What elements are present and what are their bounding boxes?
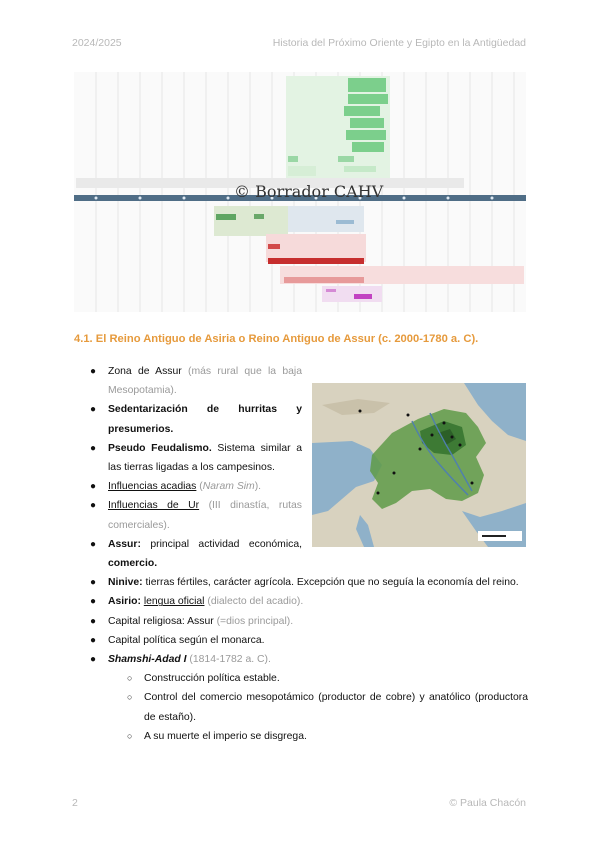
footer-page-number: 2: [72, 797, 78, 809]
list-text: (III dinastía, rutas comerciales).: [108, 500, 302, 531]
bullet-icon: ●: [90, 596, 97, 608]
list-text: Zona de Assur: [108, 366, 182, 377]
list-text: Sistema similar a las tierras ligadas a los campesinos.: [108, 442, 302, 474]
sub-list-item: [74, 727, 528, 746]
list-text: (más rural que la baja Mesopotamia).: [108, 366, 302, 397]
circle-bullet-icon: ○: [127, 692, 133, 703]
list-text: Capital religiosa: Assur: [108, 615, 214, 627]
bullet-icon: ●: [90, 615, 97, 627]
list-text: Sedentarización de hurritas y presumerios.: [108, 404, 302, 435]
bullet-icon: ●: [90, 366, 97, 377]
bullet-icon: ●: [90, 654, 97, 666]
header-course: Historia del Próximo Oriente y Egipto en la Antigüedad: [272, 37, 526, 49]
list-text: (=dios principal).: [213, 615, 294, 627]
list-text: Naram Sim: [202, 481, 255, 493]
circle-bullet-icon: ○: [127, 730, 133, 741]
list-item: [74, 631, 528, 650]
bullet-icon: ●: [90, 442, 97, 454]
list-item: [74, 362, 302, 400]
section-title: 4.1. El Reino Antiguo de Asiria o Reino Antiguo de Assur (c. 2000-1780 a. C).: [74, 333, 479, 345]
bullet-icon: ●: [90, 634, 97, 646]
list-text: Assur:: [108, 538, 141, 550]
circle-bullet-icon: ○: [127, 673, 133, 684]
bullet-icon: ●: [90, 500, 97, 512]
list-text: Influencias de Ur: [108, 500, 200, 512]
list-item: [74, 650, 528, 669]
list-item: [74, 477, 302, 496]
list-text: Pseudo Feudalismo.: [108, 442, 212, 454]
timeline-figure: [74, 72, 526, 312]
list-item: [74, 592, 528, 611]
list-text: principal actividad económica,: [140, 538, 302, 550]
list-text: Influencias acadias: [108, 481, 197, 493]
list-text: Asirio:: [108, 596, 141, 608]
list-text: lengua oficial: [143, 596, 205, 608]
watermark-text: © Borrador CAHV: [234, 182, 384, 201]
bullet-icon: ●: [90, 404, 97, 416]
sub-list-item: [74, 669, 528, 688]
list-text: Shamshi-Adad I: [108, 654, 187, 666]
list-text: Control del comercio mesopotámico (productor de cobre) y anatólico (productora de estaño).: [144, 692, 528, 723]
list-text: Capital política según el monarca.: [108, 634, 265, 646]
bullet-list: [74, 362, 528, 746]
list-item: [74, 535, 302, 573]
bullet-icon: ●: [90, 577, 97, 589]
list-text: comercio.: [108, 558, 158, 570]
footer-author: © Paula Chacón: [449, 797, 526, 809]
list-text: ).: [254, 481, 262, 493]
sub-list-item: [74, 688, 528, 726]
list-item: [74, 573, 528, 592]
list-text: Ninive:: [108, 577, 143, 589]
list-item: [74, 439, 302, 477]
list-text: (1814-1782 a. C).: [186, 654, 271, 666]
list-text: tierras fértiles, carácter agrícola. Excepción que no seguía la economía del reino.: [142, 577, 519, 589]
list-text: A su muerte el imperio se disgrega.: [144, 730, 307, 742]
list-text: (dialecto del acadio).: [204, 596, 304, 608]
list-item: [74, 612, 528, 631]
list-item: [74, 496, 302, 534]
list-text: (: [196, 481, 203, 493]
list-item: [74, 400, 302, 438]
header-year: 2024/2025: [72, 37, 122, 49]
bullet-icon: ●: [90, 481, 97, 493]
list-text: Construcción política estable.: [144, 673, 280, 685]
bullet-icon: ●: [90, 538, 97, 550]
